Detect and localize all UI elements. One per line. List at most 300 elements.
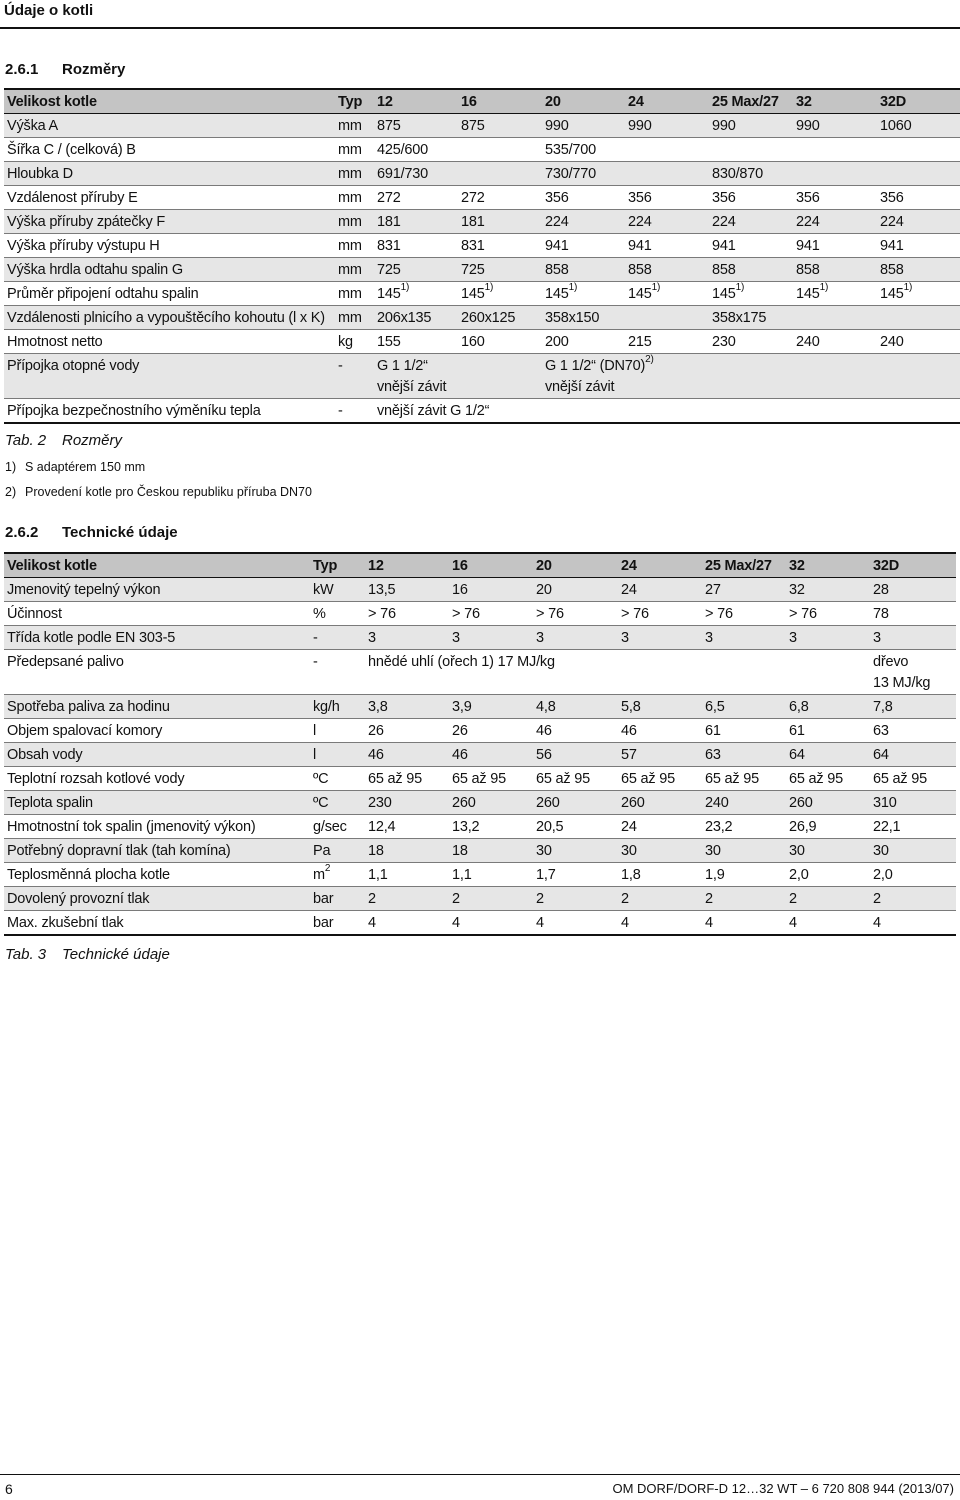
value-cell: 160 bbox=[458, 330, 542, 354]
value-cell: 941 bbox=[877, 234, 960, 258]
row-label: Výška A bbox=[4, 114, 335, 138]
value-cell: 1,7 bbox=[533, 863, 618, 887]
section-title: Rozměry bbox=[62, 61, 126, 78]
table-row bbox=[4, 695, 956, 719]
row-label: Vzdálenosti plnicího a vypouštěcího kohoutu (l x K) bbox=[4, 306, 335, 330]
footnote-text: Provedení kotle pro Českou republiku příruba DN70 bbox=[25, 485, 312, 499]
header-cell: 25 Max/27 bbox=[702, 553, 786, 578]
section-title: Technické údaje bbox=[62, 524, 178, 541]
value-cell: 46 bbox=[533, 719, 618, 743]
footnote-ref: 1) bbox=[568, 282, 578, 294]
value-cell: 2 bbox=[449, 887, 533, 911]
value-cell: 358x150 bbox=[542, 306, 709, 330]
value-cell: 4 bbox=[786, 911, 870, 936]
value-cell: 2 bbox=[786, 887, 870, 911]
value-cell: > 76 bbox=[786, 602, 870, 626]
unit-cell: ºC bbox=[310, 791, 365, 815]
value-cell: 941 bbox=[793, 234, 877, 258]
value-cell: 3 bbox=[533, 626, 618, 650]
section-number: 2.6.1 bbox=[5, 61, 39, 78]
value-cell: 1,1 bbox=[365, 863, 449, 887]
value-cell: 3 bbox=[449, 626, 533, 650]
value-cell: 3,8 bbox=[365, 695, 449, 719]
unit-cell: - bbox=[335, 354, 374, 399]
value-line: dřevo bbox=[873, 654, 909, 670]
value-cell: 858 bbox=[625, 258, 709, 282]
value-cell: 2 bbox=[365, 887, 449, 911]
value-cell: 730/770 bbox=[542, 162, 709, 186]
row-label: Šířka C / (celková) B bbox=[4, 138, 335, 162]
value-cell: 272 bbox=[374, 186, 458, 210]
page-number: 6 bbox=[5, 1481, 13, 1497]
value-cell: > 76 bbox=[702, 602, 786, 626]
value-text: 145 bbox=[880, 286, 904, 302]
footnote-ref: 1) bbox=[819, 282, 829, 294]
value-cell: 28 bbox=[870, 578, 956, 602]
value-cell: 46 bbox=[449, 743, 533, 767]
value-cell: 4,8 bbox=[533, 695, 618, 719]
value-cell: 356 bbox=[793, 186, 877, 210]
row-label: Max. zkušební tlak bbox=[4, 911, 310, 936]
value-cell: 23,2 bbox=[702, 815, 786, 839]
value-cell: 63 bbox=[870, 719, 956, 743]
value-cell: 2 bbox=[702, 887, 786, 911]
value-cell: 858 bbox=[877, 258, 960, 282]
value-cell bbox=[458, 282, 542, 306]
value-cell: 65 až 95 bbox=[618, 767, 702, 791]
value-cell: 941 bbox=[542, 234, 625, 258]
value-cell: 20 bbox=[533, 578, 618, 602]
table-row bbox=[4, 743, 956, 767]
value-cell: 65 až 95 bbox=[786, 767, 870, 791]
value-cell: 230 bbox=[365, 791, 449, 815]
row-label: Průměr připojení odtahu spalin bbox=[4, 282, 335, 306]
document-id: OM DORF/DORF-D 12…32 WT – 6 720 808 944 (2013/07) bbox=[612, 1481, 954, 1496]
header-cell: 32D bbox=[877, 89, 960, 114]
table-row bbox=[4, 887, 956, 911]
row-label: Hmotnostní tok spalin (jmenovitý výkon) bbox=[4, 815, 310, 839]
row-label: Objem spalovací komory bbox=[4, 719, 310, 743]
value-cell: 56 bbox=[533, 743, 618, 767]
table-row bbox=[4, 839, 956, 863]
table-row bbox=[4, 234, 960, 258]
value-cell: 425/600 bbox=[374, 138, 542, 162]
value-text: 145 bbox=[461, 286, 485, 302]
value-cell: 260x125 bbox=[458, 306, 542, 330]
value-cell bbox=[877, 282, 960, 306]
value-cell: 224 bbox=[542, 210, 625, 234]
value-cell: 215 bbox=[625, 330, 709, 354]
unit-cell: kg bbox=[335, 330, 374, 354]
unit-cell: Pa bbox=[310, 839, 365, 863]
table-row bbox=[4, 863, 956, 887]
value-cell: 65 až 95 bbox=[533, 767, 618, 791]
header-cell: 12 bbox=[374, 89, 458, 114]
footnote-ref: 1) bbox=[484, 282, 494, 294]
value-cell bbox=[793, 282, 877, 306]
unit-cell: mm bbox=[335, 186, 374, 210]
value-cell: 1060 bbox=[877, 114, 960, 138]
value-cell: 63 bbox=[702, 743, 786, 767]
value-line: vnější závit bbox=[377, 379, 447, 395]
dimensions-table bbox=[4, 88, 960, 424]
value-cell: > 76 bbox=[449, 602, 533, 626]
footnote bbox=[5, 460, 145, 474]
value-cell: 3 bbox=[365, 626, 449, 650]
table-row bbox=[4, 578, 956, 602]
value-cell: 990 bbox=[709, 114, 793, 138]
unit-cell: l bbox=[310, 719, 365, 743]
value-cell: 20,5 bbox=[533, 815, 618, 839]
value-cell: 875 bbox=[458, 114, 542, 138]
value-cell: 65 až 95 bbox=[702, 767, 786, 791]
unit-cell: mm bbox=[335, 162, 374, 186]
value-cell: 2 bbox=[870, 887, 956, 911]
value-cell: vnější závit G 1/2“ bbox=[374, 399, 960, 424]
value-cell: 356 bbox=[877, 186, 960, 210]
unit-cell: mm bbox=[335, 138, 374, 162]
table-row bbox=[4, 650, 956, 695]
header-cell: Typ bbox=[310, 553, 365, 578]
value-cell: 260 bbox=[449, 791, 533, 815]
value-cell: 990 bbox=[542, 114, 625, 138]
value-cell: 65 až 95 bbox=[870, 767, 956, 791]
header-cell: 25 Max/27 bbox=[709, 89, 793, 114]
value-cell bbox=[542, 282, 625, 306]
unit-cell: kg/h bbox=[310, 695, 365, 719]
row-label: Vzdálenost příruby E bbox=[4, 186, 335, 210]
unit-cell: mm bbox=[335, 210, 374, 234]
header-cell: 32D bbox=[870, 553, 956, 578]
value-cell: 725 bbox=[458, 258, 542, 282]
value-cell bbox=[870, 650, 956, 695]
value-line: vnější závit bbox=[545, 379, 615, 395]
value-cell: 4 bbox=[533, 911, 618, 936]
value-cell: 206x135 bbox=[374, 306, 458, 330]
value-cell: 24 bbox=[618, 815, 702, 839]
unit-cell: mm bbox=[335, 258, 374, 282]
value-line: G 1 1/2“ bbox=[377, 358, 428, 374]
value-cell: 16 bbox=[449, 578, 533, 602]
table-row bbox=[4, 186, 960, 210]
value-cell: 3,9 bbox=[449, 695, 533, 719]
value-cell: 356 bbox=[542, 186, 625, 210]
value-cell: 7,8 bbox=[870, 695, 956, 719]
table-row bbox=[4, 330, 960, 354]
value-cell: 6,8 bbox=[786, 695, 870, 719]
value-cell: 356 bbox=[625, 186, 709, 210]
value-cell: 64 bbox=[870, 743, 956, 767]
value-cell: 2,0 bbox=[786, 863, 870, 887]
value-cell: 260 bbox=[786, 791, 870, 815]
unit-cell bbox=[310, 863, 365, 887]
value-cell: 272 bbox=[458, 186, 542, 210]
row-label: Teplotní rozsah kotlové vody bbox=[4, 767, 310, 791]
value-cell: 13,5 bbox=[365, 578, 449, 602]
row-label: Teplosměnná plocha kotle bbox=[4, 863, 310, 887]
value-cell: 535/700 bbox=[542, 138, 960, 162]
unit-cell: g/sec bbox=[310, 815, 365, 839]
table-row bbox=[4, 114, 960, 138]
table-caption bbox=[5, 432, 122, 449]
row-label: Spotřeba paliva za hodinu bbox=[4, 695, 310, 719]
value-cell: 356 bbox=[709, 186, 793, 210]
header-rule bbox=[0, 27, 960, 29]
value-cell: 22,1 bbox=[870, 815, 956, 839]
value-cell: 18 bbox=[365, 839, 449, 863]
footnote bbox=[5, 485, 312, 499]
value-cell: 30 bbox=[702, 839, 786, 863]
unit-cell: mm bbox=[335, 234, 374, 258]
value-text: 145 bbox=[628, 286, 652, 302]
section-heading-dimensions bbox=[5, 61, 125, 78]
row-label: Výška hrdla odtahu spalin G bbox=[4, 258, 335, 282]
value-cell: 78 bbox=[870, 602, 956, 626]
value-cell: 65 až 95 bbox=[365, 767, 449, 791]
value-cell: 990 bbox=[793, 114, 877, 138]
value-text: 145 bbox=[377, 286, 401, 302]
row-label: Přípojka bezpečnostního výměníku tepla bbox=[4, 399, 335, 424]
value-cell: 4 bbox=[870, 911, 956, 936]
value-cell: 830/870 bbox=[709, 162, 960, 186]
table-row bbox=[4, 767, 956, 791]
value-cell: 240 bbox=[793, 330, 877, 354]
table-row bbox=[4, 138, 960, 162]
value-cell: 46 bbox=[618, 719, 702, 743]
value-cell: 725 bbox=[374, 258, 458, 282]
table-row bbox=[4, 258, 960, 282]
value-cell: 691/730 bbox=[374, 162, 542, 186]
footnote-ref: 1) bbox=[400, 282, 410, 294]
caption-number: Tab. 3 bbox=[5, 946, 47, 963]
value-cell: 30 bbox=[533, 839, 618, 863]
value-cell: 1,8 bbox=[618, 863, 702, 887]
value-cell: 310 bbox=[870, 791, 956, 815]
row-label: Jmenovitý tepelný výkon bbox=[4, 578, 310, 602]
table-row bbox=[4, 719, 956, 743]
value-cell: 61 bbox=[702, 719, 786, 743]
value-cell: 4 bbox=[618, 911, 702, 936]
unit-cell: kW bbox=[310, 578, 365, 602]
unit-text: m bbox=[313, 867, 325, 883]
header-cell: Typ bbox=[335, 89, 374, 114]
footnote-text: S adaptérem 150 mm bbox=[25, 460, 146, 474]
footnote-ref: 2) bbox=[645, 354, 654, 366]
value-text: 145 bbox=[796, 286, 820, 302]
table-row bbox=[4, 306, 960, 330]
technical-data-table bbox=[4, 552, 956, 936]
header-cell: 24 bbox=[625, 89, 709, 114]
unit-cell: bar bbox=[310, 887, 365, 911]
value-cell: > 76 bbox=[365, 602, 449, 626]
value-cell: 224 bbox=[709, 210, 793, 234]
value-cell: 181 bbox=[458, 210, 542, 234]
caption-title: Rozměry bbox=[62, 432, 123, 449]
table-row bbox=[4, 602, 956, 626]
value-cell: 858 bbox=[709, 258, 793, 282]
header-cell: 20 bbox=[533, 553, 618, 578]
value-cell: 4 bbox=[449, 911, 533, 936]
value-cell: 3 bbox=[870, 626, 956, 650]
value-cell: 5,8 bbox=[618, 695, 702, 719]
row-label: Hmotnost netto bbox=[4, 330, 335, 354]
header-cell: 16 bbox=[458, 89, 542, 114]
row-label: Přípojka otopné vody bbox=[4, 354, 335, 399]
unit-cell: ºC bbox=[310, 767, 365, 791]
value-cell: 181 bbox=[374, 210, 458, 234]
footnote-ref: 1) bbox=[903, 282, 913, 294]
footer-rule bbox=[0, 1474, 960, 1475]
value-text: 145 bbox=[712, 286, 736, 302]
unit-cell: - bbox=[310, 650, 365, 695]
value-cell: > 76 bbox=[533, 602, 618, 626]
row-label: Třída kotle podle EN 303-5 bbox=[4, 626, 310, 650]
value-cell: 2 bbox=[618, 887, 702, 911]
value-cell: 155 bbox=[374, 330, 458, 354]
header-cell: 32 bbox=[786, 553, 870, 578]
header-cell: Velikost kotle bbox=[4, 89, 335, 114]
row-label: Teplota spalin bbox=[4, 791, 310, 815]
table-caption bbox=[5, 946, 170, 963]
value-cell: 358x175 bbox=[709, 306, 960, 330]
value-cell: 26 bbox=[449, 719, 533, 743]
value-cell: 65 až 95 bbox=[449, 767, 533, 791]
footnote-ref: 1) bbox=[735, 282, 745, 294]
value-cell: 3 bbox=[702, 626, 786, 650]
unit-exponent: 2 bbox=[324, 863, 331, 875]
unit-cell: - bbox=[310, 626, 365, 650]
value-cell: 1,9 bbox=[702, 863, 786, 887]
value-line bbox=[545, 356, 959, 377]
row-label: Předepsané palivo bbox=[4, 650, 310, 695]
value-cell: 32 bbox=[786, 578, 870, 602]
value-cell: > 76 bbox=[618, 602, 702, 626]
value-cell: 6,5 bbox=[702, 695, 786, 719]
value-cell: 230 bbox=[709, 330, 793, 354]
value-cell: 61 bbox=[786, 719, 870, 743]
table-row bbox=[4, 626, 956, 650]
section-number: 2.6.2 bbox=[5, 524, 39, 541]
unit-cell: mm bbox=[335, 306, 374, 330]
value-cell: 875 bbox=[374, 114, 458, 138]
value-cell: 57 bbox=[618, 743, 702, 767]
value-cell bbox=[374, 354, 542, 399]
value-cell: 27 bbox=[702, 578, 786, 602]
value-cell: 224 bbox=[625, 210, 709, 234]
unit-cell: bar bbox=[310, 911, 365, 936]
table-row bbox=[4, 162, 960, 186]
value-cell: 18 bbox=[449, 839, 533, 863]
value-cell: 260 bbox=[533, 791, 618, 815]
value-cell: 224 bbox=[793, 210, 877, 234]
value-cell: 3 bbox=[786, 626, 870, 650]
value-cell bbox=[374, 282, 458, 306]
table-header-row bbox=[4, 89, 960, 114]
table-row bbox=[4, 354, 960, 399]
value-cell bbox=[709, 282, 793, 306]
value-cell: 260 bbox=[618, 791, 702, 815]
row-label: Dovolený provozní tlak bbox=[4, 887, 310, 911]
value-cell: 831 bbox=[458, 234, 542, 258]
table-row bbox=[4, 911, 956, 936]
value-cell: 858 bbox=[542, 258, 625, 282]
header-cell: 12 bbox=[365, 553, 449, 578]
unit-cell: mm bbox=[335, 282, 374, 306]
table-row bbox=[4, 791, 956, 815]
table-row bbox=[4, 210, 960, 234]
footnote-ref: 1) bbox=[651, 282, 661, 294]
value-cell: 64 bbox=[786, 743, 870, 767]
value-cell: 941 bbox=[625, 234, 709, 258]
section-heading-technical bbox=[5, 524, 178, 541]
row-label: Výška příruby zpátečky F bbox=[4, 210, 335, 234]
table-header-row bbox=[4, 553, 956, 578]
value-cell: 3 bbox=[618, 626, 702, 650]
header-cell: 20 bbox=[542, 89, 625, 114]
unit-cell: l bbox=[310, 743, 365, 767]
value-cell: 13,2 bbox=[449, 815, 533, 839]
value-cell: 200 bbox=[542, 330, 625, 354]
value-cell: 26,9 bbox=[786, 815, 870, 839]
value-cell: 240 bbox=[702, 791, 786, 815]
value-cell: 4 bbox=[702, 911, 786, 936]
value-cell bbox=[625, 282, 709, 306]
value-cell: 858 bbox=[793, 258, 877, 282]
value-cell: 2,0 bbox=[870, 863, 956, 887]
value-cell: 30 bbox=[870, 839, 956, 863]
footnote-mark: 1) bbox=[5, 460, 17, 474]
unit-cell: mm bbox=[335, 114, 374, 138]
unit-cell: % bbox=[310, 602, 365, 626]
value-cell: 831 bbox=[374, 234, 458, 258]
header-cell: 16 bbox=[449, 553, 533, 578]
row-label: Hloubka D bbox=[4, 162, 335, 186]
page-header-title: Údaje o kotli bbox=[4, 2, 94, 19]
value-cell: 30 bbox=[618, 839, 702, 863]
unit-cell: - bbox=[335, 399, 374, 424]
value-cell: 26 bbox=[365, 719, 449, 743]
row-label: Účinnost bbox=[4, 602, 310, 626]
value-cell: 224 bbox=[877, 210, 960, 234]
value-cell: 240 bbox=[877, 330, 960, 354]
caption-title: Technické údaje bbox=[62, 946, 170, 963]
value-text: G 1 1/2“ (DN70) bbox=[545, 358, 646, 374]
value-text: 145 bbox=[545, 286, 569, 302]
value-cell: 941 bbox=[709, 234, 793, 258]
header-cell: 24 bbox=[618, 553, 702, 578]
value-cell: 12,4 bbox=[365, 815, 449, 839]
value-cell: 30 bbox=[786, 839, 870, 863]
header-cell: Velikost kotle bbox=[4, 553, 310, 578]
value-cell: 1,1 bbox=[449, 863, 533, 887]
value-cell: hnědé uhlí (ořech 1) 17 MJ/kg bbox=[365, 650, 870, 695]
footnote-mark: 2) bbox=[5, 485, 17, 499]
row-label: Obsah vody bbox=[4, 743, 310, 767]
row-label: Potřebný dopravní tlak (tah komína) bbox=[4, 839, 310, 863]
table-row bbox=[4, 282, 960, 306]
value-cell: 24 bbox=[618, 578, 702, 602]
value-cell: 2 bbox=[533, 887, 618, 911]
header-cell: 32 bbox=[793, 89, 877, 114]
table-row bbox=[4, 399, 960, 424]
value-cell: 4 bbox=[365, 911, 449, 936]
caption-number: Tab. 2 bbox=[5, 432, 47, 449]
value-cell: 46 bbox=[365, 743, 449, 767]
table-row bbox=[4, 815, 956, 839]
value-cell bbox=[542, 354, 960, 399]
value-cell: 990 bbox=[625, 114, 709, 138]
row-label: Výška příruby výstupu H bbox=[4, 234, 335, 258]
